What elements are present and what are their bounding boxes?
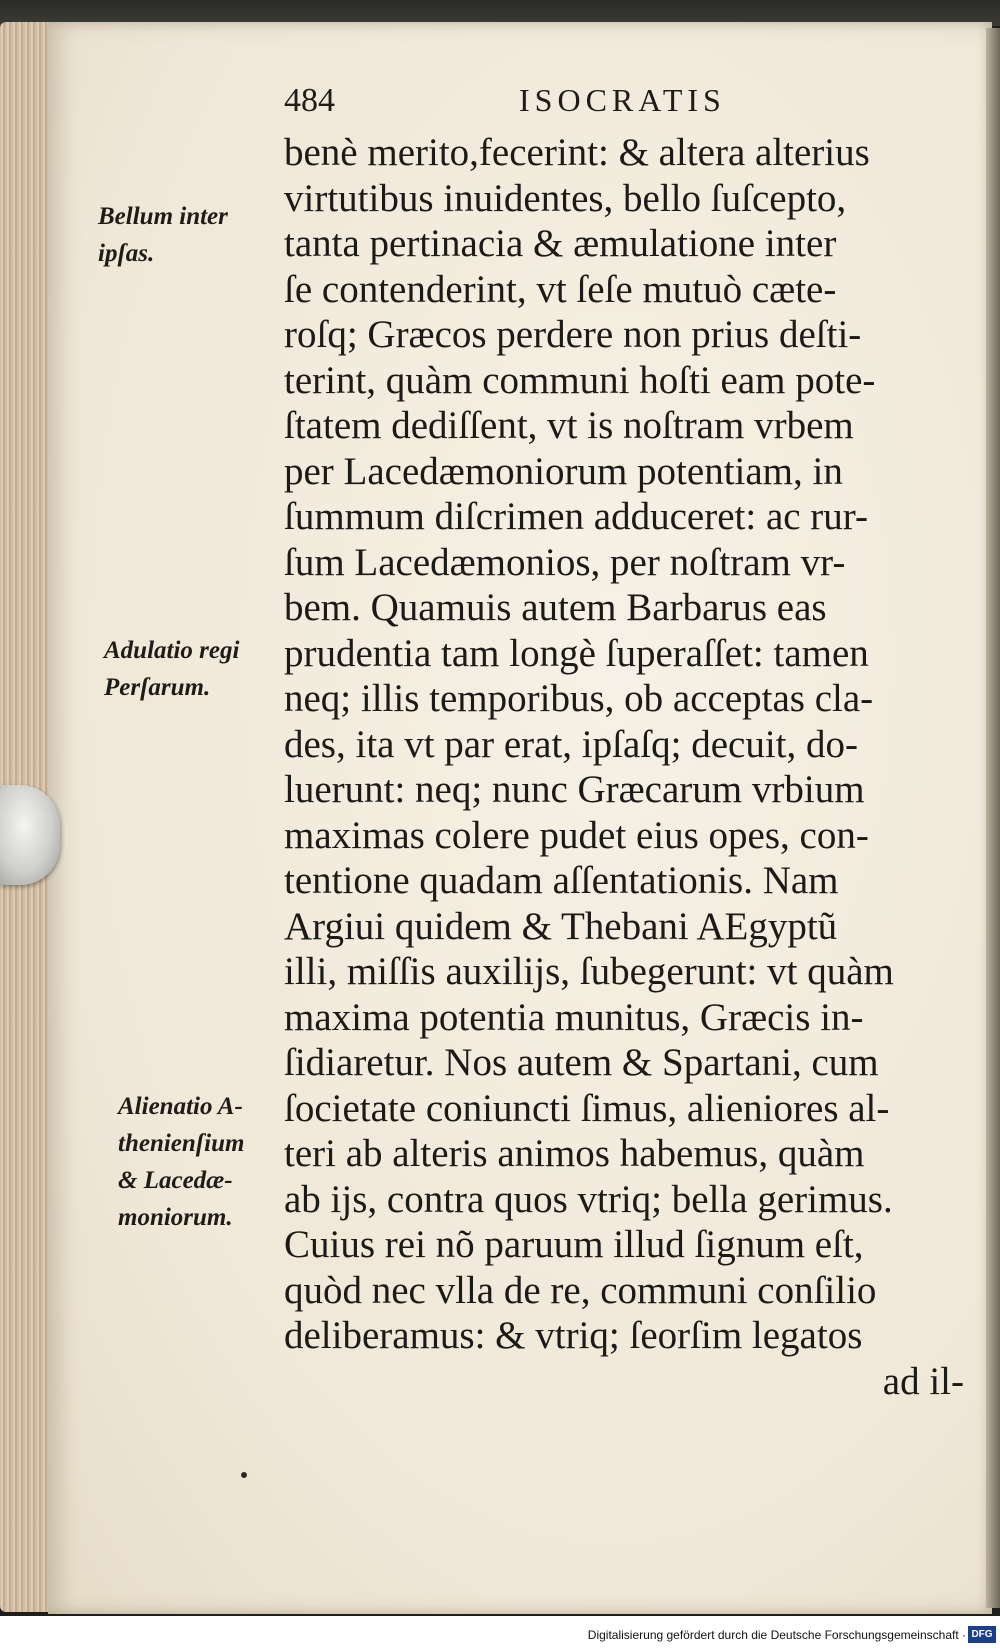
text-line: teri ab alteris animos habemus, quàm [284, 1132, 865, 1175]
text-line: quòd nec vlla de re, communi conſilio [284, 1268, 877, 1312]
book-right-edge [986, 28, 1000, 1608]
dfg-logo-icon: DFG [968, 1626, 996, 1643]
text-line: bem. Quamuis autem Barbarus eas [284, 586, 827, 629]
margin-note-line: moniorum. [118, 1204, 233, 1231]
digitization-footer [0, 1616, 1000, 1651]
margin-note-line: ipſas. [98, 240, 155, 267]
text-line: maximas colere pudet eius opes, con- [284, 813, 869, 857]
text-line: ſe contenderint, vt ſeſe mutuò cæte- [284, 267, 837, 311]
text-line: Argiui quidem & Thebani AEgyptũ [284, 904, 838, 948]
text-line: illi, miſſis auxilijs, ſubegerunt: vt quàm [284, 950, 894, 993]
margin-note-alienatio [118, 1088, 244, 1236]
text-line: ſidiaretur. Nos autem & Spartani, cum [284, 1041, 879, 1084]
text-line: neq; illis temporibus, ob acceptas cla- [284, 677, 874, 720]
text-line: virtutibus inuidentes, bello ſuſcepto, [284, 176, 847, 220]
margin-note-adulatio [104, 632, 239, 706]
margin-note-line: thenienſium [118, 1130, 245, 1157]
text-line: luerunt: neq; nunc Græcarum vrbium [284, 768, 865, 811]
text-line: tentione quadam aſſentationis. Nam [284, 859, 839, 902]
show-through-left [110, 445, 280, 785]
ink-speck [241, 1472, 247, 1478]
text-line: deliberamus: & vtriq; ſeorſim legatos [284, 1314, 863, 1357]
text-line: prudentia tam longè ſuperaſſet: tamen [284, 631, 869, 675]
text-line: ſum Lacedæmonios, per noſtram vr- [284, 540, 846, 584]
margin-note-line: Adulatio regi [104, 637, 240, 664]
text-line: Cuius rei nõ paruum illud ſignum eſt, [284, 1223, 864, 1266]
text-line: per Lacedæmoniorum potentiam, in [284, 449, 843, 493]
margin-note-line: & Lacedæ- [118, 1167, 233, 1194]
text-line: des, ita vt par erat, ipſaſq; decuit, do- [284, 722, 858, 766]
text-line: ſummum diſcrimen adduceret: ac rur- [284, 495, 868, 538]
text-line: maxima potentia munitus, Græcis in- [284, 995, 864, 1039]
text-line: ſocietate coniuncti ſimus, alieniores al- [284, 1086, 890, 1130]
text-line: benè merito,fecerint: & altera alterius [284, 131, 870, 174]
text-line: terint, quàm communi hoſti eam pote- [284, 358, 876, 402]
page-header [284, 82, 964, 122]
text-line: roſq; Græcos perdere non prius deſti- [284, 313, 862, 356]
running-title: ISOCRATIS [519, 82, 726, 118]
margin-note-line: Alienatio A- [118, 1093, 243, 1120]
catchword: ad il- [882, 1359, 964, 1403]
book-clasp [0, 785, 60, 885]
text-line: tanta pertinacia & æmulatione inter [284, 222, 837, 265]
margin-note-line: Perſarum. [104, 674, 211, 701]
funding-credit: Digitalisierung gefördert durch die Deutsche Forschungsgemeinschaft · [587, 1628, 966, 1642]
margin-note-bellum [98, 198, 228, 272]
text-line: ſtatem dediſſent, vt is noſtram vrbem [284, 404, 854, 447]
text-line: ab ijs, contra quos vtriq; bella gerimus. [284, 1177, 893, 1221]
body-text [284, 130, 964, 1404]
margin-note-line: Bellum inter [98, 203, 228, 230]
page-number: 484 [284, 82, 335, 119]
